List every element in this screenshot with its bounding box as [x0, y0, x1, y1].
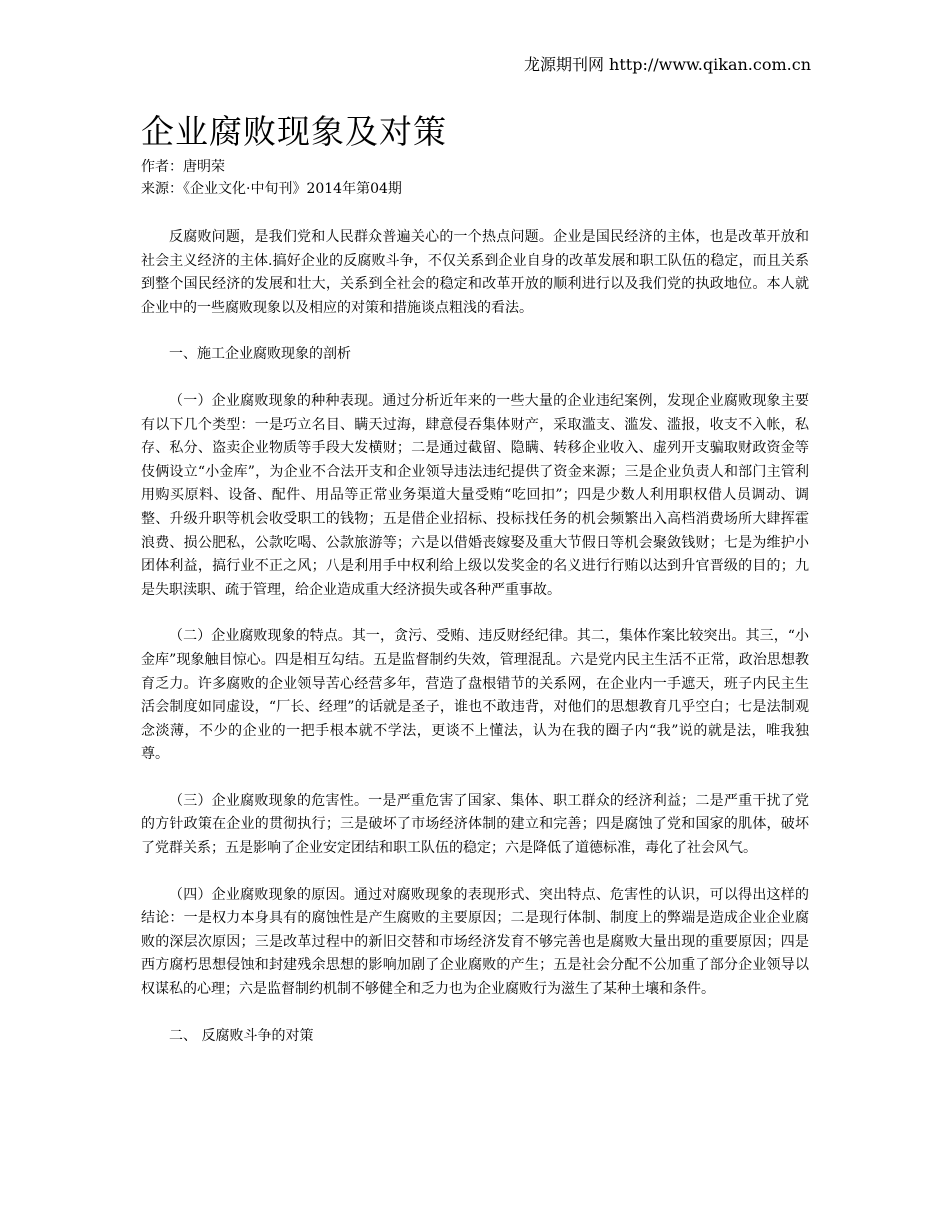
paragraph-manifestations: （一）企业腐败现象的种种表现。通过分析近年来的一些大量的企业违纪案例，发现企业腐败现象主要有以下几个类型：一是巧立名目、瞒天过海，肆意侵吞集体财产，采取滥支、滥发、滥报，收支不入帐，私存、私分、盗卖企业物质等手段大发横财；二是通过截留、隐瞒、转移企业收入、虚列开支骗取财政资金等伎俩设立“小金库”，为企业不合法开支和企业领导违法违纪提供了资金来源；三是企业负责人和部门主管利用购买原料、设备、配件、用品等正常业务渠道大量受贿“吃回扣”；四是少数人利用职权借人员调动、调整、升级升职等机会收受职工的钱物；五是借企业招标、投标找任务的机会频繁出入高档消费场所大肆挥霍浪费、损公肥私，公款吃喝、公款旅游等；六是以借婚丧嫁娶及重大节假日等机会聚敛钱财；七是为维护小团体利益，搞行业不正之风；八是利用手中权利给上级以发奖金的名义进行行贿以达到升官晋级的目的；九是失职渎职、疏于管理，给企业造成重大经济损失或各种严重事故。 [141, 392, 809, 598]
paragraph-causes: （四）企业腐败现象的原因。通过对腐败现象的表现形式、突出特点、危害性的认识，可以得出这样的结论：一是权力本身具有的腐蚀性是产生腐败的主要原因；二是现行体制、制度上的弊端是造成企业企业腐败的深层次原因；三是改革过程中的新旧交替和市场经济发育不够完善也是腐败大量出现的重要原因；四是西方腐朽思想侵蚀和封建残余思想的影响加剧了企业腐败的产生；五是社会分配不公加重了部分企业领导以权谋私的心理；六是监督制约机制不够健全和乏力也为企业腐败行为滋生了某种土壤和条件。 [141, 886, 809, 998]
article-body [141, 226, 809, 1048]
paragraph-intro: 反腐败问题，是我们党和人民群众普遍关心的一个热点问题。企业是国民经济的主体，也是改革开放和社会主义经济的主体.搞好企业的反腐败斗争，不仅关系到企业自身的改革发展和职工队伍的稳定，而且关系到整个国民经济的发展和壮大，关系到全社会的稳定和改革开放的顺利进行以及我们党的执政地位。本人就企业中的一些腐败现象以及相应的对策和措施谈点粗浅的看法。 [141, 229, 809, 316]
section-heading-2: 二、 反腐败斗争的对策 [169, 1027, 314, 1044]
article-author: 作者：唐明荣 [141, 159, 225, 175]
paragraph-harms: （三）企业腐败现象的危害性。一是严重危害了国家、集体、职工群众的经济利益；二是严重干扰了党的方针政策在企业的贯彻执行；三是破坏了市场经济体制的建立和完善；四是腐蚀了党和国家的肌体，破坏了党群关系；五是影响了企业安定团结和职工队伍的稳定；六是降低了道德标准，毒化了社会风气。 [141, 792, 809, 857]
article-source: 来源：《企业文化·中旬刊》2014年第04期 [141, 181, 402, 197]
section-heading-1: 一、施工企业腐败现象的剖析 [169, 346, 351, 363]
article-title: 企业腐败现象及对策 [141, 112, 447, 151]
paragraph-characteristics: （二）企业腐败现象的特点。其一，贪污、受贿、违反财经纪律。其二，集体作案比较突出。其三，“小金库”现象触目惊心。四是相互勾结。五是监督制约失效，管理混乱。六是党内民主生活不正常，政治思想教育乏力。许多腐败的企业领导苦心经营多年，营造了盘根错节的关系网，在企业内一手遮天，班子内民主生活会制度如同虚设，“厂长、经理”的话就是圣子，谁也不敢违背，对他们的思想教育几乎空白；七是法制观念淡薄，不少的企业的一把手根本就不学法，更谈不上懂法，认为在我的圈子内“我”说的就是法，唯我独尊。 [141, 628, 809, 763]
site-header: 龙源期刊网 http://www.qikan.com.cn [523, 55, 811, 74]
article [141, 110, 809, 1071]
